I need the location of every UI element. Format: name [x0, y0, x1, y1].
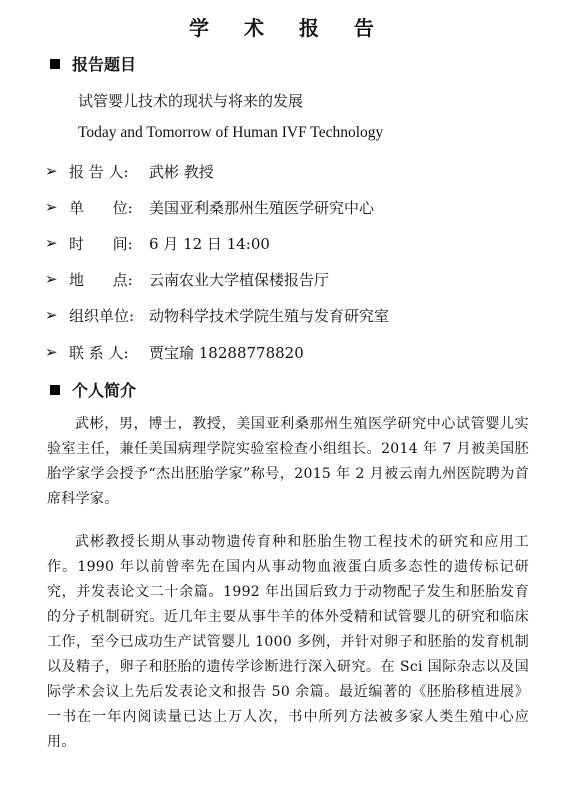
detail-label: 单 位: [69, 198, 133, 217]
detail-label: 报 告 人: [69, 162, 129, 181]
square-bullet-icon [50, 59, 60, 69]
detail-value: 动物科学技术学院生殖与发育研究室 [149, 306, 390, 325]
detail-value: 贾宝瑜 18288778820 [149, 343, 304, 362]
detail-value: 云南农业大学植保楼报告厅 [149, 270, 330, 289]
arrow-bullet-icon: ➢ [45, 162, 58, 180]
detail-row-time [45, 232, 270, 254]
detail-row-unit [45, 196, 374, 218]
section-heading-topic [50, 52, 136, 75]
detail-row-speaker [45, 160, 214, 182]
section-heading-text: 个人简介 [72, 381, 137, 400]
detail-label: 地 点: [69, 270, 133, 289]
arrow-bullet-icon: ➢ [45, 198, 58, 216]
arrow-bullet-icon: ➢ [45, 343, 58, 361]
section-heading-text: 报告题目 [72, 55, 137, 74]
detail-value: 美国亚利桑那州生殖医学研究中心 [149, 198, 375, 217]
detail-row-contact [45, 341, 304, 363]
arrow-bullet-icon: ➢ [45, 270, 58, 288]
section-heading-bio [50, 378, 136, 401]
arrow-bullet-icon: ➢ [45, 306, 58, 324]
detail-row-organizer [45, 304, 389, 326]
detail-row-location [45, 268, 329, 290]
bio-paragraph-2: 武彬教授长期从事动物遗传育种和胚胎生物工程技术的研究和应用工作。1990 年以前曾率先在国内从事动物血液蛋白质多态性的遗传标记研究，并发表论文二十余篇。1992 年出国后致力于动物配子发生和胚胎发育的分子机制研究。近几年主要从事牛羊的体外受精和试管婴儿的研究和临床工作，至今已成功生产试管婴儿 1000 多例，并针对卵子和胚胎的发育机制以及精子，卵子和胚胎的遗传学诊断进行深入研究。在 Sci 国际杂志以及国际学术会议上先后发表论文和报告 50 余篇。最近编著的《胚胎移植进展》一书在一年内阅读量已达上万人次，书中所列方法被多家人类生殖中心应用。 [47, 534, 529, 750]
arrow-bullet-icon: ➢ [45, 234, 58, 252]
detail-label: 联 系 人: [69, 343, 129, 362]
detail-label: 时 间: [69, 234, 133, 253]
page-title: 学 术 报 告 [189, 16, 388, 40]
square-bullet-icon [50, 385, 60, 395]
topic-chinese: 试管婴儿技术的现状与将来的发展 [78, 92, 304, 110]
detail-value: 6 月 12 日 14:00 [149, 234, 270, 253]
detail-label: 组织单位: [69, 306, 135, 325]
topic-english: Today and Tomorrow of Human IVF Technology [78, 124, 384, 141]
bio-paragraph-1: 武彬，男，博士，教授，美国亚利桑那州生殖医学研究中心试管婴儿实验室主任，兼任美国病理学院实验室检查小组组长。2014 年 7 月被美国胚胎学家学会授予“杰出胚胎学家”称号，2015 年 2 月被云南九州医院聘为首席科学家。 [47, 416, 529, 507]
detail-value: 武彬 教授 [149, 162, 214, 181]
